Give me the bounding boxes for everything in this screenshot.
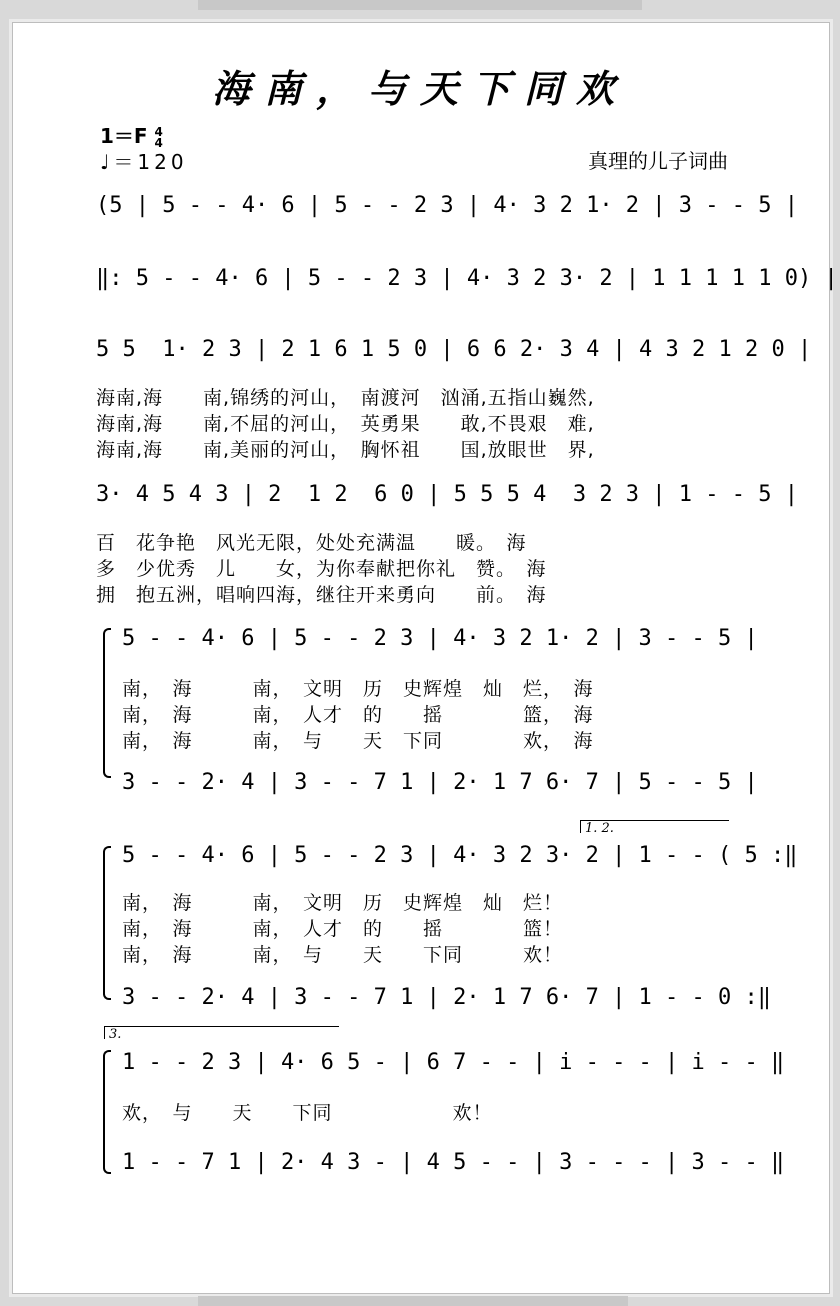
- notation-row-ending-upper: 5 - - 4· 6 | 5 - - 2 3 | 4· 3 2 3· 2 | 1 - - ( 5 :‖: [122, 843, 798, 868]
- notation-row-verse-1: 5 5 1· 2 3 | 2 1 6 1 5 0 | 6 6 2· 3 4 | 4 3 2 1 2 0 |: [96, 337, 812, 362]
- volta-3: 3.: [104, 1026, 339, 1039]
- tempo-mark: ♩＝120: [100, 150, 188, 174]
- notation-row-final-upper: 1 - - 2 3 | 4· 6 5 - | 6 7 - - | i - - - | i - - ‖: [122, 1050, 785, 1075]
- lyric-line: 多 少优秀 儿 女，为你奉献把你礼 赞。 海: [96, 558, 547, 580]
- lyric-line: 南， 海 南， 文明 历 史辉煌 灿 烂， 海: [122, 678, 594, 700]
- lyric-line: 海南,海 南,不屈的河山， 英勇果 敢,不畏艰 难,: [96, 413, 595, 435]
- key-signature: [100, 120, 163, 149]
- lyric-line: 南， 海 南， 人才 的 摇 篮， 海: [122, 704, 594, 726]
- notation-row-chorus-upper: 5 - - 4· 6 | 5 - - 2 3 | 4· 3 2 1· 2 | 3 - - 5 |: [122, 626, 758, 651]
- lyric-line: 南， 海 南， 人才 的 摇 篮！: [122, 918, 564, 940]
- part-brace: [103, 846, 111, 1000]
- volta-1-2: 1. 2.: [580, 820, 729, 833]
- time-top: 4: [154, 124, 163, 139]
- notation-row-repeat: ‖: 5 - - 4· 6 | 5 - - 2 3 | 4· 3 2 3· 2 | 1 1 1 1 1 0) |: [96, 266, 838, 291]
- part-brace: [103, 628, 111, 778]
- bottom-scroll-strip: [198, 1296, 628, 1306]
- notation-row-verse-2: 3· 4 5 4 3 | 2 1 2 6 0 | 5 5 5 4 3 2 3 | 1 - - 5 |: [96, 482, 798, 507]
- notation-row-intro: (5 | 5 - - 4· 6 | 5 - - 2 3 | 4· 3 2 1· 2 | 3 - - 5 |: [96, 193, 798, 218]
- key-label: 1＝F: [100, 124, 148, 148]
- lyric-line: 海南,海 南,锦绣的河山， 南渡河 汹涌,五指山巍然,: [96, 387, 595, 409]
- time-bottom: 4: [154, 135, 163, 150]
- composer-credit: 真理的儿子词曲: [588, 149, 728, 173]
- lyric-line: 百 花争艳 风光无限，处处充满温 暖。 海: [96, 532, 527, 554]
- song-title: 海南，与天下同欢: [211, 66, 628, 111]
- lyric-line: 南， 海 南， 与 天 下同 欢， 海: [122, 730, 594, 752]
- notation-row-chorus-lower: 3 - - 2· 4 | 3 - - 7 1 | 2· 1 7 6· 7 | 5 - - 5 |: [122, 770, 758, 795]
- lyric-line: 南， 海 南， 文明 历 史辉煌 灿 烂！: [122, 892, 564, 914]
- lyric-line: 海南,海 南,美丽的河山， 胸怀祖 国,放眼世 界,: [96, 439, 595, 461]
- lyric-line: 欢， 与 天 下同 欢！: [122, 1102, 493, 1124]
- notation-row-ending-lower: 3 - - 2· 4 | 3 - - 7 1 | 2· 1 7 6· 7 | 1 - - 0 :‖: [122, 985, 772, 1010]
- lyric-line: 南， 海 南， 与 天 下同 欢！: [122, 944, 564, 966]
- notation-row-final-lower: 1 - - 7 1 | 2· 4 3 - | 4 5 - - | 3 - - - | 3 - - ‖: [122, 1150, 785, 1175]
- part-brace: [103, 1050, 111, 1174]
- lyric-line: 拥 抱五洲，唱响四海，继往开来勇向 前。 海: [96, 584, 547, 606]
